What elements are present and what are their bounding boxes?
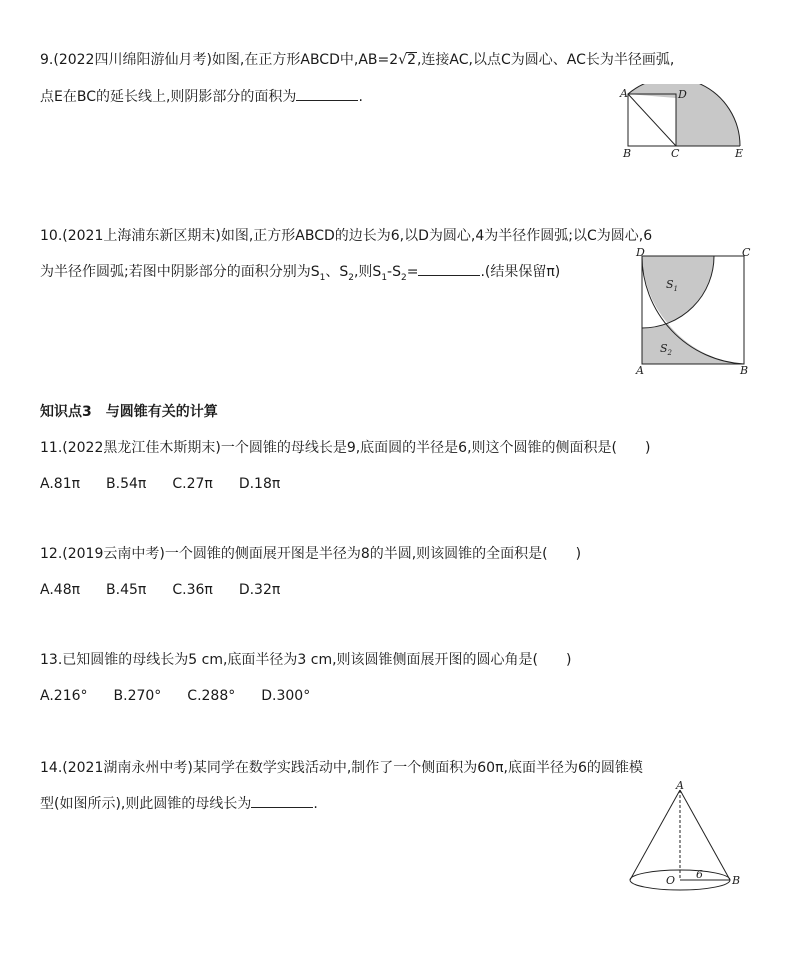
q14-label-radius: 6 [696,868,703,881]
q10-line2-d: -S [387,264,401,280]
q14-line1: 14.(2021湖南永州中考)某同学在数学实践活动中,制作了一个侧面积为60π,底面半径为6的圆锥模 [40,760,643,776]
q10-line2-c: ,则S [353,264,382,280]
q10-sub-2: 2 [348,272,354,283]
q9-source: (2022四川绵阳游仙月考) [53,52,212,68]
q10-source: (2021上海浦东新区期末) [62,228,221,244]
q10-label-a: A [636,364,644,376]
q14-answer-blank[interactable] [251,793,313,808]
q10-label-s1: $S_1$ [666,278,679,293]
q12-option-a[interactable]: A.48π [40,582,81,598]
q13-option-d[interactable]: D.300° [261,688,311,704]
q11-option-b[interactable]: B.54π [106,476,147,492]
q13-option-a[interactable]: A.216° [40,688,88,704]
q9-line1 [40,50,674,70]
q14-label-b: B [732,874,741,887]
q10-line2-e: = [406,264,419,280]
q14-cone-right-edge [680,790,730,880]
q13-stem: 13.已知圆锥的母线长为5 cm,底面半径为3 cm,则该圆锥侧面展开图的圆心角是( ) [40,652,572,668]
q10-line1 [40,226,652,246]
q10-line2-b: 、S [325,264,349,280]
q13-option-c[interactable]: C.288° [187,688,236,704]
q14-label-a: A [676,780,684,792]
q10-line2 [40,261,560,288]
q11-option-c[interactable]: C.27π [172,476,213,492]
q10-text-a: 如图,正方形ABCD的边长为6,以D为圆心,4为半径作圆弧;以C为圆心,6 [220,228,653,244]
q14-cone-left-edge [630,790,680,880]
q10-shaded-s2 [642,323,744,364]
q9-number: 9. [40,52,54,68]
q14-cone-figure [624,780,748,896]
q9-line2 [40,86,363,107]
q10-sub-1: 1 [319,272,326,283]
q9-answer-blank[interactable] [296,86,358,101]
q13-option-b[interactable]: B.270° [113,688,162,704]
q12-option-d[interactable]: D.32π [238,582,281,598]
q9-line2-b: . [358,89,363,105]
q10-sub-3: 1 [381,272,388,283]
q10-label-d: D [636,246,645,259]
q9-label-b: B [623,147,632,160]
q12-stem: 12.(2019云南中考)一个圆锥的侧面展开图是半径为8的半圆,则该圆锥的全面积是( ) [40,546,582,562]
q10-label-s2: $S_2$ [660,342,673,357]
q10-line2-f: .(结果保留π) [480,264,561,280]
q10-label-b: B [740,364,749,376]
q9-label-d: D [678,88,687,101]
q12-option-b[interactable]: B.45π [106,582,147,598]
q11-stem: 11.(2022黑龙江佳木斯期末)一个圆锥的母线长是9,底面圆的半径是6,则这个圆锥的侧面积是( ) [40,440,651,456]
q14-line2-b: . [313,796,318,812]
q9-label-a: A [620,87,628,100]
q10-answer-blank[interactable] [418,261,480,276]
q11-option-a[interactable]: A.81π [40,476,81,492]
q10-figure [632,246,756,376]
q10-label-c: C [742,246,751,259]
sqrt-symbol: √ [398,52,408,68]
q14-line2-a: 型(如图所示),则此圆锥的母线长为 [40,796,252,812]
q10-number: 10. [40,228,63,244]
q13-options [40,686,336,706]
q12-option-c[interactable]: C.36π [172,582,213,598]
q9-figure [618,84,748,160]
q10-sub-4: 2 [401,272,407,283]
q10-line2-a: 为半径作圆弧;若图中阴影部分的面积分别为S [40,264,320,280]
q9-line2-a: 点E在BC的延长线上,则阴影部分的面积为 [40,89,297,105]
q9-label-e: E [735,147,744,160]
q14-line2 [40,793,318,814]
q9-text-b: ,连接AC,以点C为圆心、AC长为半径画弧, [416,52,675,68]
q9-label-c: C [671,147,680,160]
q11-options [40,474,306,494]
q14-label-o: O [666,874,676,887]
q12-options [40,580,306,600]
q11-option-d[interactable]: D.18π [238,476,281,492]
section-heading: 知识点3 与圆锥有关的计算 [40,404,218,420]
q9-radicand: 2 [407,52,416,68]
q9-text-a: 如图,在正方形ABCD中,AB=2 [211,52,399,68]
